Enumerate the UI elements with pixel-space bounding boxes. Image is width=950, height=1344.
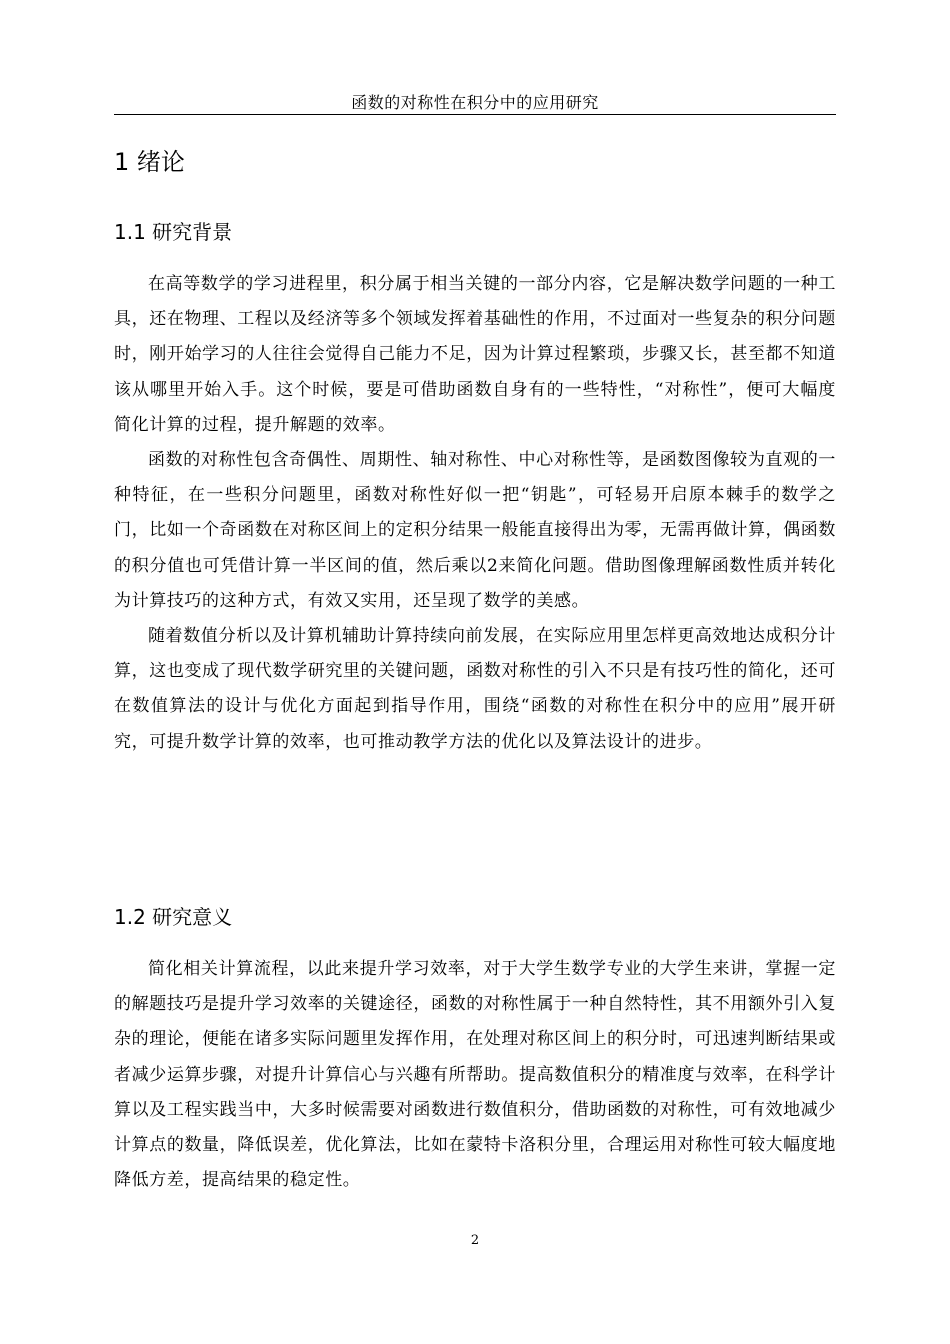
section-heading-significance: 1.2 研究意义 [114, 905, 233, 929]
running-header-title: 函数的对称性在积分中的应用研究 [351, 93, 599, 112]
paragraph: 简化相关计算流程，以此来提升学习效率，对于大学生数学专业的大学生来讲，掌握一定的解题技巧是提升学习效率的关键途径，函数的对称性属于一种自然特性，其不用额外引入复杂的理论，便能在诸多实际问题里发挥作用，在处理对称区间上的积分时，可迅速判断结果或者减少运算步骤，对提升计算信心与兴趣有所帮助。提高数值积分的精准度与效率，在科学计算以及工程实践当中，大多时候需要对函数进行数值积分，借助函数的对称性，可有效地减少计算点的数量，降低误差，优化算法，比如在蒙特卡洛积分里，合理运用对称性可较大幅度地降低方差，提高结果的稳定性。 [114, 959, 836, 1191]
header-rule [114, 114, 836, 115]
section-significance-body [114, 952, 836, 1198]
chapter-heading: 1 绪论 [114, 148, 185, 176]
paragraph: 在高等数学的学习进程里，积分属于相当关键的一部分内容，它是解决数学问题的一种工具，还在物理、工程以及经济等多个领域发挥着基础性的作用，不过面对一些复杂的积分问题时，刚开始学习的人往往会觉得自己能力不足，因为计算过程繁琐，步骤又长，甚至都不知道该从哪里开始入手。这个时候，要是可借助函数自身有的一些特性，“对称性”，便可大幅度简化计算的过程，提升解题的效率。 [114, 274, 836, 435]
page-number: 2 [470, 1233, 480, 1248]
paragraph: 随着数值分析以及计算机辅助计算持续向前发展，在实际应用里怎样更高效地达成积分计算，这也变成了现代数学研究里的关键问题，函数对称性的引入不只是有技巧性的简化，还可在数值算法的设计与优化方面起到指导作用，围绕“函数的对称性在积分中的应用”展开研究，可提升数学计算的效率，也可推动教学方法的优化以及算法设计的进步。 [114, 626, 836, 752]
section-heading-background: 1.1 研究背景 [114, 220, 233, 244]
paragraph: 函数的对称性包含奇偶性、周期性、轴对称性、中心对称性等，是函数图像较为直观的一种特征，在一些积分问题里，函数对称性好似一把“钥匙”，可轻易开启原本棘手的数学之门，比如一个奇函数在对称区间上的定积分结果一般能直接得出为零，无需再做计算，偶函数的积分值也可凭借计算一半区间的值，然后乘以2来简化问题。借助图像理解函数性质并转化为计算技巧的这种方式，有效又实用，还呈现了数学的美感。 [114, 450, 836, 611]
section-background-body [114, 267, 836, 760]
